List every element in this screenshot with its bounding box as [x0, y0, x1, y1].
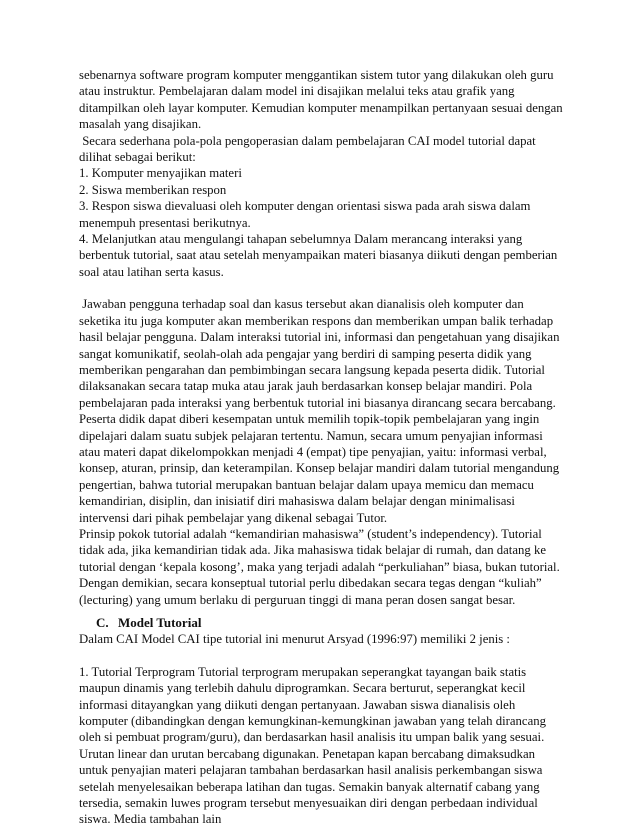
- list-item: 3. Respon siswa dievaluasi oleh komputer dengan orientasi siswa pada arah siswa dalam menempuh presentasi berikutnya.: [79, 199, 534, 230]
- paragraph: Prinsip pokok tutorial adalah “kemandirian mahasiswa” (student’s independency). Tutorial tidak ada, jika kemandirian tidak ada. Jika mahasiswa tidak belajar di rumah, dan datang ke tutorial dengan ‘kepala kosong’, maka yang terjadi adalah “perkuliahan” biasa, bukan tutorial. Dengan demikian, secara konseptual tutorial perlu dibedakan secara tegas dengan “kuliah” (lecturing) yang umum berlaku di perguruan tinggi di mana peran dosen sangat besar.: [79, 526, 563, 607]
- paragraph: sebenarnya software program komputer menggantikan sistem tutor yang dilakukan oleh guru atau instruktur. Pembelajaran dalam model ini disajikan melalui teks atau grafik yang ditampilkan oleh layar komputer. Kemudian komputer menampilkan pertanyaan sesuai dengan masalah yang disajikan.: [79, 68, 566, 132]
- page-body: [79, 67, 566, 828]
- paragraph: Dalam CAI Model CAI tipe tutorial ini menurut Arsyad (1996:97) memiliki 2 jenis :: [79, 632, 510, 647]
- section-heading: [79, 615, 563, 631]
- section-number: C.: [96, 615, 109, 630]
- list-item: 2. Siswa memberikan respon: [79, 182, 227, 197]
- list-item: 4. Melanjutkan atau mengulangi tahapan sebelumnya Dalam merancang interaksi yang berbentuk tutorial, saat atau setelah menyampaikan materi biasanya diikuti dengan pemberian soal atau latihan serta kasus.: [79, 232, 561, 279]
- paragraph: Jawaban pengguna terhadap soal dan kasus tersebut akan dianalisis oleh komputer dan seketika itu juga komputer akan memberikan respons dan memberikan umpan balik terhadap hasil belajar pengguna. Dalam interaksi tutorial ini, informasi dan pengetahuan yang disajikan sangat komunikatif, seolah-olah ada pengajar yang berdiri di samping peserta didik yang memberikan pengarahan dan pembimbingan secara langsung kepada peserta didik. Tutorial dilaksanakan secara tatap muka atau jarak jauh berdasarkan konsep belajar mandiri. Pola pembelajaran pada interaksi yang berbentuk tutorial ini biasanya dirancang secara bercabang. Peserta didik dapat diberi kesempatan untuk memilih topik-topik pembelajaran yang ingin dipelajari dalam suatu subjek pelajaran tertentu. Namun, secara umum penyajian informasi atau materi dapat dikelompokkan menjadi 4 (empat) tipe penyajian, yaitu: informasi verbal, konsep, aturan, prinsip, dan keterampilan. Konsep belajar mandiri dalam tutorial mengandung pengertian, bahwa tutorial merupakan bantuan belajar dalam upaya memicu dan memacu kemandirian, disiplin, dan inisiatif diri mahasiswa dalam belajar dengan minimalisasi intervensi dari pihak pembelajar yang dikenal sebagai Tutor.: [79, 297, 563, 525]
- paragraph: 1. Tutorial Terprogram Tutorial terprogram merupakan seperangkat tayangan baik statis maupun dinamis yang terlebih dahulu diprogramkan. Secara berturut, seperangkat kecil informasi ditayangkan yang diikuti dengan pertanyaan. Jawaban siswa dianalisis oleh komputer (dibandingkan dengan kemungkinan-kemungkinan jawaban yang telah dirancang oleh si pembuat program/guru), dan berdasarkan hasil analisis itu umpan balik yang sesuai. Urutan linear dan urutan bercabang digunakan. Penetapan kapan bercabang dimaksudkan untuk penyajian materi pelajaran tambahan berdasarkan hasil analisis perkembangan siswa setelah menyelesaikan beberapa latihan dan tugas. Semakin banyak alternatif cabang yang tersedia, semakin luwes program tersebut menyesuaikan diri dengan perbedaan individual siswa. Media tambahan lain: [79, 664, 550, 827]
- section-title: Model Tutorial: [118, 615, 202, 630]
- list-item: 1. Komputer menyajikan materi: [79, 166, 242, 181]
- paragraph: Secara sederhana pola-pola pengoperasian dalam pembelajaran CAI model tutorial dapat dilihat sebagai berikut:: [79, 133, 539, 165]
